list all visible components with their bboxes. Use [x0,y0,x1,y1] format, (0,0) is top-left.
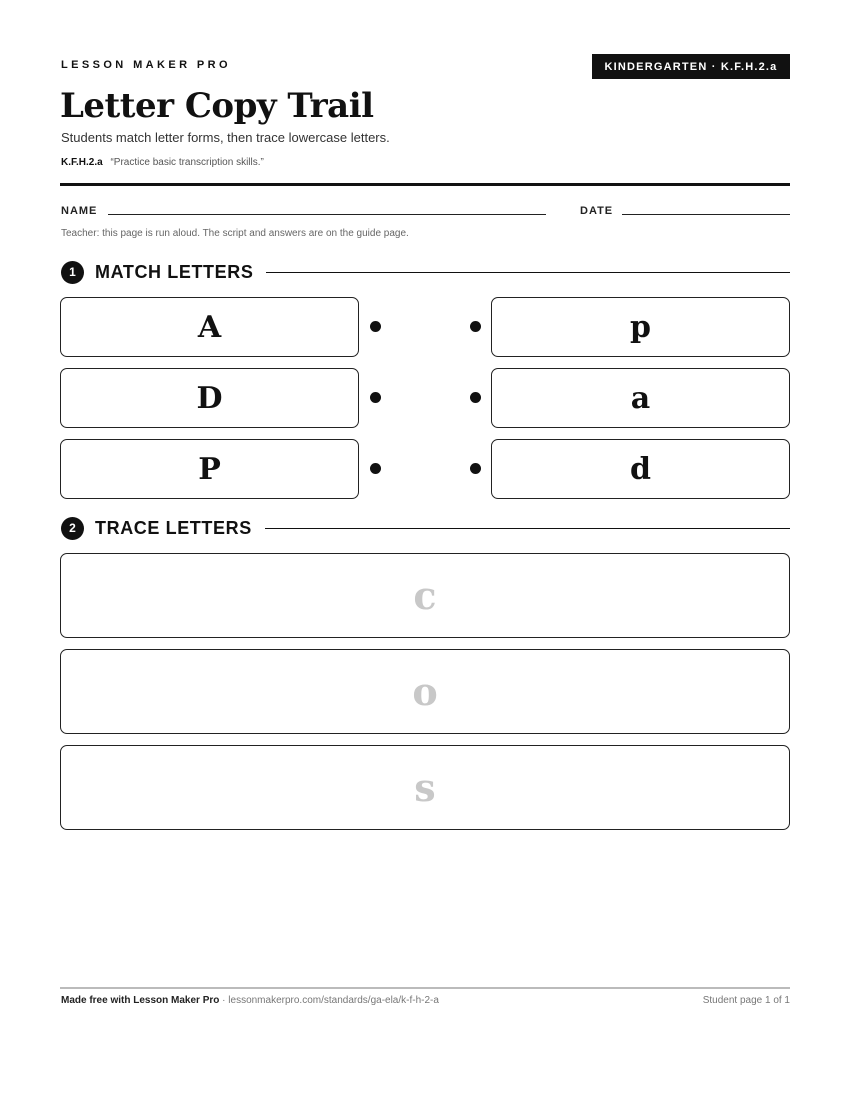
footer-url: · lessonmakerpro.com/standards/ga-ela/k-f-h-2-a [222,995,439,1006]
connect-dot[interactable] [470,463,481,474]
match-card-right[interactable]: a [491,368,790,428]
standard-text: “Practice basic transcription skills.” [110,157,264,168]
trace-box[interactable] [60,553,790,638]
section-rule [266,272,790,273]
match-card-right[interactable]: p [491,297,790,357]
grade-badge: KINDERGARTEN · K.F.H.2.a [592,54,790,79]
trace-box[interactable] [60,649,790,734]
section-rule [265,528,790,529]
section-number-badge: 1 [61,261,84,284]
footer-divider [60,987,790,989]
header-divider [60,183,790,186]
trace-letter: o [412,669,438,714]
page-indicator: Student page 1 of 1 [702,995,790,1006]
match-card-left[interactable]: P [60,439,359,499]
connect-dot[interactable] [470,392,481,403]
date-label: DATE [580,205,614,217]
connect-dot[interactable] [370,392,381,403]
date-field[interactable] [622,214,790,215]
standard-line [61,157,264,168]
trace-box[interactable] [60,745,790,830]
trace-letter: c [413,573,437,618]
connect-dot[interactable] [370,321,381,332]
connect-dot[interactable] [470,321,481,332]
match-card-right[interactable]: d [491,439,790,499]
section-title: MATCH LETTERS [95,261,254,282]
connect-dot[interactable] [370,463,381,474]
match-card-left[interactable]: A [60,297,359,357]
footer-brand: Made free with Lesson Maker Pro [61,995,220,1006]
footer-credit [61,995,439,1006]
match-card-left[interactable]: D [60,368,359,428]
brand-name: LESSON MAKER PRO [61,59,231,71]
teacher-note: Teacher: this page is run aloud. The script and answers are on the guide page. [61,228,409,239]
trace-letter: s [414,765,436,810]
section-number-badge: 2 [61,517,84,540]
page-subtitle: Students match letter forms, then trace lowercase letters. [61,130,390,145]
section-header-match [61,260,790,284]
section-header-trace [61,516,790,540]
name-field[interactable] [108,214,546,215]
standard-code: K.F.H.2.a [61,157,103,168]
page-title: Letter Copy Trail [60,86,374,126]
name-label: NAME [61,205,98,217]
section-title: TRACE LETTERS [95,517,252,538]
